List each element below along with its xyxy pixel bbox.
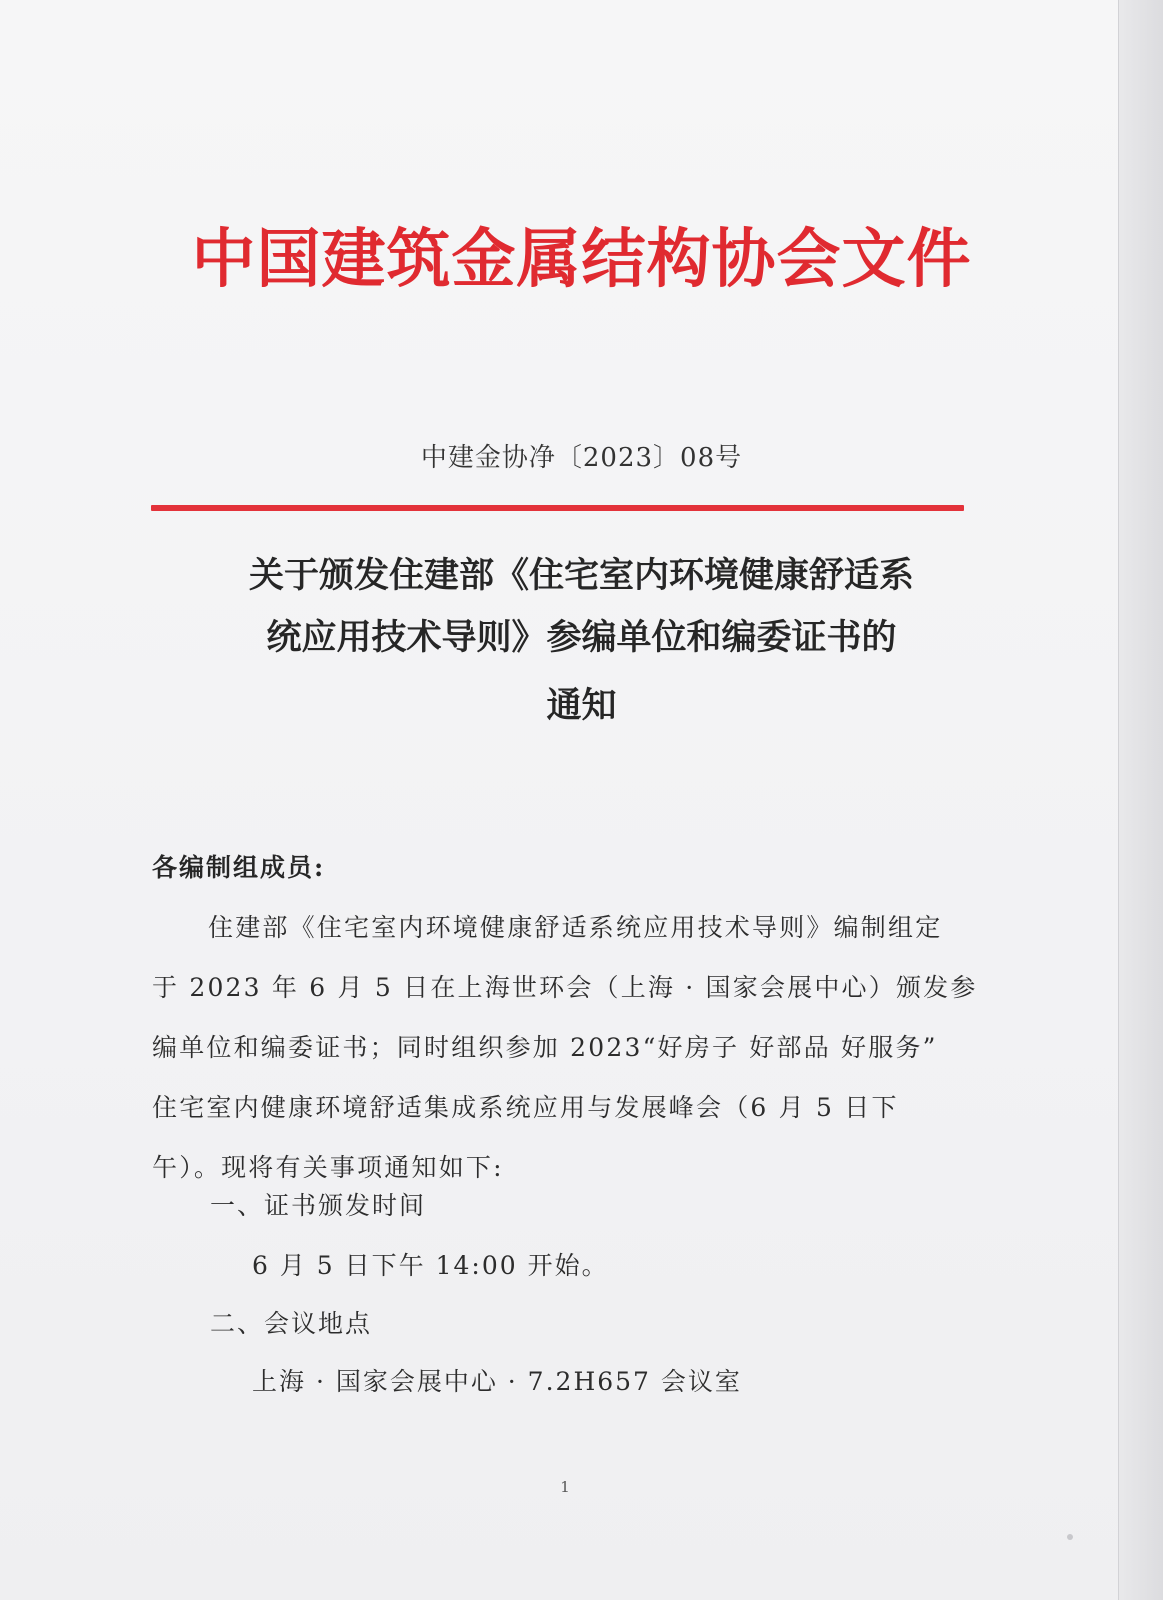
notice-title — [140, 552, 1023, 736]
page-number: 1 — [560, 1478, 570, 1496]
page-edge-shadow — [1118, 0, 1163, 1600]
body-line: 午）。现将有关事项通知如下: — [152, 1153, 504, 1182]
section-detail-location: 上海 · 国家会展中心 · 7.2H657 会议室 — [252, 1367, 742, 1396]
notice-title-line: 统应用技术导则》参编单位和编委证书的 — [266, 618, 897, 658]
section-heading-location: 二、会议地点 — [210, 1309, 373, 1338]
red-separator-rule — [151, 505, 964, 511]
scan-speck — [1067, 1534, 1073, 1540]
organization-title: 中国建筑金属结构协会文件 — [191, 223, 972, 297]
notice-title-line: 关于颁发住建部《住宅室内环境健康舒适系 — [248, 556, 914, 596]
body-line: 住建部《住宅室内环境健康舒适系统应用技术导则》编制组定 — [208, 913, 943, 942]
salutation: 各编制组成员: — [152, 853, 326, 882]
section-detail-time: 6 月 5 日下午 14:00 开始。 — [252, 1251, 609, 1280]
body-line: 住宅室内健康环境舒适集成系统应用与发展峰会（6 月 5 日下 — [152, 1093, 899, 1122]
notice-title-line: 通知 — [546, 686, 617, 726]
body-line: 于 2023 年 6 月 5 日在上海世环会（上海 · 国家会展中心）颁发参 — [152, 973, 978, 1002]
body-paragraph — [152, 908, 978, 1208]
section-heading-time: 一、证书颁发时间 — [210, 1191, 427, 1220]
body-line: 编单位和编委证书；同时组织参加 2023“好房子 好部品 好服务” — [152, 1033, 938, 1062]
document-number: 中建金协净〔2023〕08号 — [420, 443, 743, 473]
